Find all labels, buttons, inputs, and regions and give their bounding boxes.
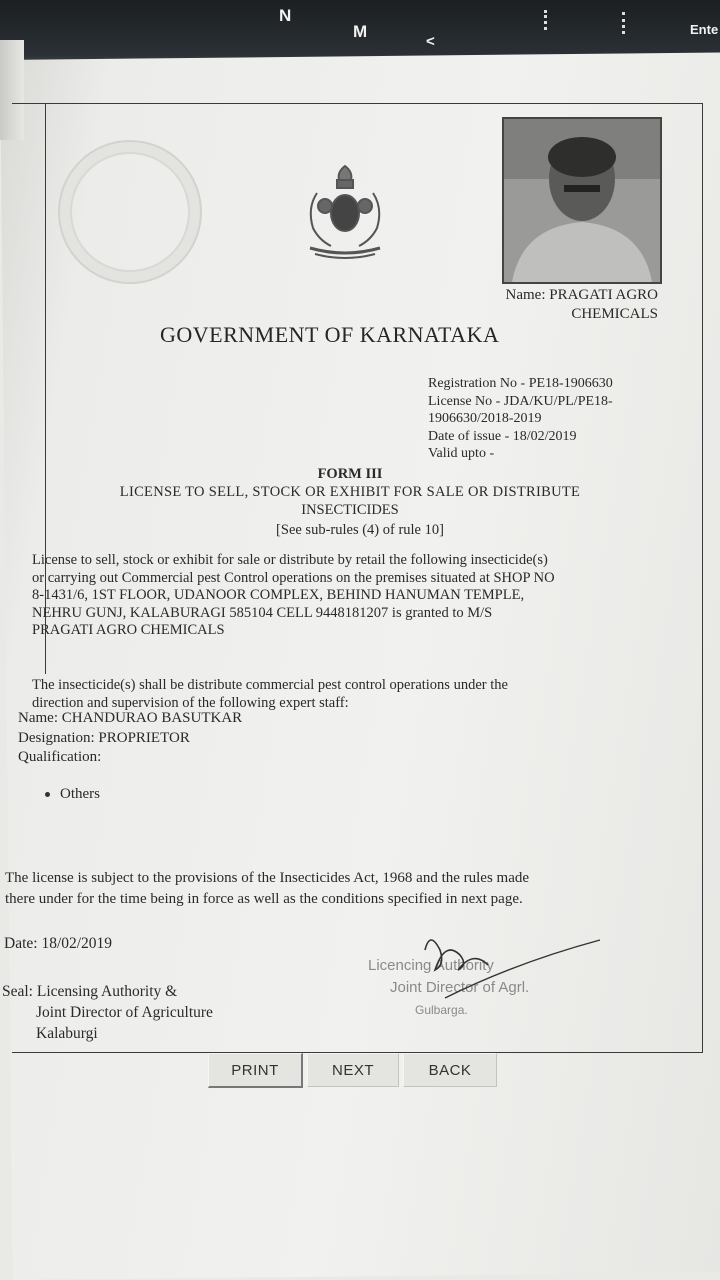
insecticide-paragraph-line: direction and supervision of the following expert staff: (32, 694, 349, 711)
registration-block (428, 375, 678, 463)
license-number-line1: License No - JDA/KU/PL/PE18- (428, 393, 613, 409)
signature-icon (415, 920, 615, 1010)
back-button[interactable]: BACK (403, 1053, 497, 1087)
provisions-paragraph-line: there under for the time being in force as well as the conditions specified in next page. (5, 891, 523, 907)
provisions-paragraph (5, 868, 665, 910)
qualification-value: Others (60, 786, 100, 802)
license-paragraph-line: License to sell, stock or exhibit for sale or distribute by retail the following insecticide(s) (32, 552, 548, 568)
form-heading-line2: INSECTICIDES (301, 502, 399, 518)
keyboard-key-n: N (279, 6, 292, 25)
keyboard-key-enter: Ente (690, 22, 719, 37)
expert-designation: Designation: PROPRIETOR (18, 730, 190, 746)
keyboard-key-dots (544, 10, 550, 30)
license-paragraph-line: PRAGATI AGRO CHEMICALS (32, 622, 225, 638)
provisions-paragraph-line: The license is subject to the provisions of the Insecticides Act, 1968 and the rules made (5, 870, 530, 886)
form-heading-line1: LICENSE TO SELL, STOCK OR EXHIBIT FOR SALE OR DISTRIBUTE (119, 484, 581, 500)
government-title: GOVERNMENT OF KARNATAKA (160, 322, 500, 347)
licensee-name-line1: Name: PRAGATI AGRO (505, 287, 658, 303)
license-paragraph-line: or carrying out Commercial pest Control operations on the premises situated at SHOP NO (32, 569, 555, 586)
stamp-line2: Joint Director of Agrl. (390, 979, 530, 996)
insecticide-paragraph-line: The insecticide(s) shall be distribute commercial pest control operations under the (32, 677, 508, 693)
license-number-line2: 1906630/2018-2019 (428, 411, 542, 426)
valid-upto: Valid upto - (428, 446, 495, 461)
seal-line3: Kalaburgi (36, 1025, 98, 1042)
stamp-line1: Licencing Authority (368, 957, 494, 974)
keyboard-key-bar (622, 12, 628, 34)
stamp-line3: Gulbarga. (415, 1003, 468, 1017)
keyboard-key-m: M (353, 22, 368, 41)
form-number: FORM III (317, 466, 383, 482)
licensee-name-label (488, 286, 658, 324)
print-button[interactable]: PRINT (208, 1053, 303, 1088)
expert-name: Name: CHANDURAO BASUTKAR (18, 710, 243, 726)
insecticide-paragraph (32, 677, 672, 712)
bullet-icon (45, 792, 50, 797)
action-button-row (208, 1053, 497, 1088)
faded-seal-icon (58, 140, 202, 284)
date-of-issue: Date of issue - 18/02/2019 (428, 428, 577, 444)
seal-line1: Seal: Licensing Authority & (2, 983, 178, 1000)
seal-line2: Joint Director of Agriculture (36, 1004, 213, 1021)
issue-date: Date: 18/02/2019 (4, 935, 113, 952)
licensee-name-line2: CHEMICALS (571, 306, 658, 322)
license-paragraph-line: NEHRU GUNJ, KALABURAGI 585104 CELL 9448181207 is granted to M/S (32, 604, 493, 621)
keyboard-key-lt: < (426, 33, 435, 50)
licensee-photo (502, 117, 662, 284)
seal-authority-block (2, 981, 213, 1044)
license-paragraph (32, 552, 672, 640)
qualification-list-item (45, 786, 100, 803)
person-photo-icon (504, 119, 660, 282)
karnataka-emblem-icon (295, 158, 395, 268)
qualification-label: Qualification: (18, 749, 102, 765)
form-subrules: [See sub-rules (4) of rule 10] (276, 522, 444, 538)
next-button[interactable]: NEXT (307, 1053, 399, 1087)
registration-number: Registration No - PE18-1906630 (428, 376, 613, 391)
license-paragraph-line: 8-1431/6, 1ST FLOOR, UDANOOR COMPLEX, BEHIND HANUMAN TEMPLE, (32, 587, 525, 603)
